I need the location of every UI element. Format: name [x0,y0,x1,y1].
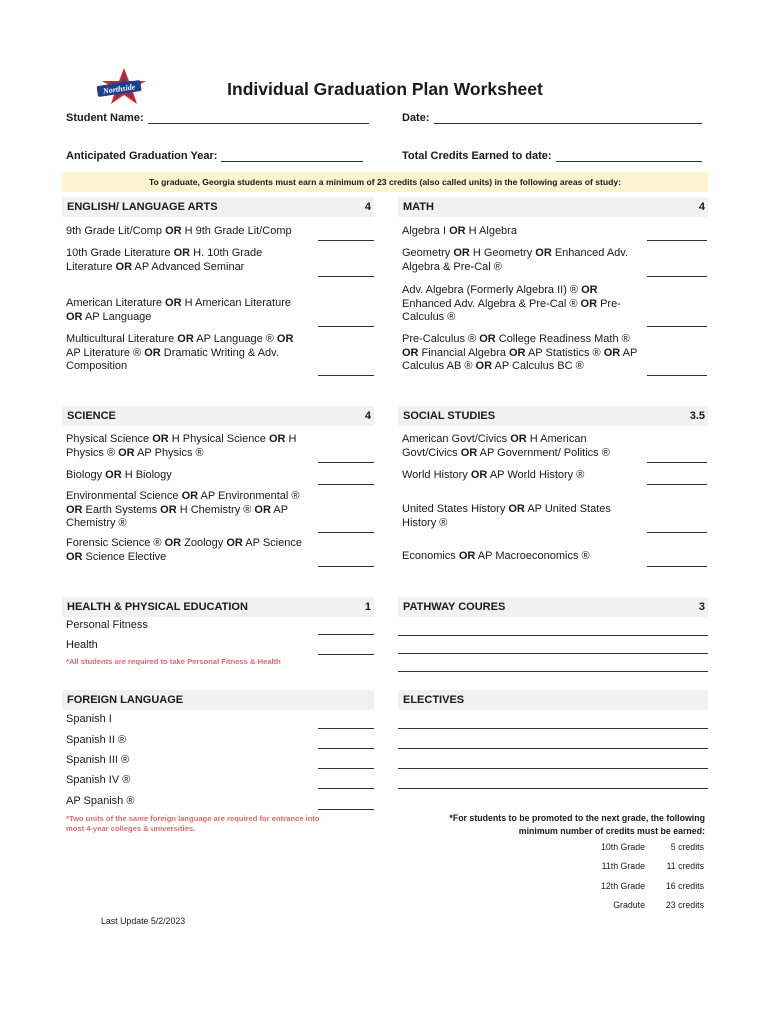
promotion-grade-label: 12th Grade [600,880,645,891]
course-option-english-3: American Literature OR H American Literature OR AP Language [66,297,291,323]
promotion-credits-value: 16 credits [665,880,704,891]
promotion-grade-label: 11th Grade [601,861,645,872]
total-credits-field[interactable] [402,150,702,162]
page-title: Individual Graduation Plan Worksheet [227,79,543,99]
credit-line-social-2[interactable] [647,484,707,485]
course-option-foreign-4: Spanish IV ® [66,774,131,786]
credit-line-foreign-5[interactable] [318,809,374,810]
health-note: *All students are required to take Personal Fitness & Health [66,657,281,666]
elective-line-4[interactable] [398,788,708,789]
section-header-health-pe: HEALTH & PHYSICAL EDUCATION 1 [62,597,374,617]
course-option-science-3: Environmental Science OR AP Environmental ® OR Earth Systems OR H Chemistry ® OR AP Chemistry ® [66,490,300,529]
credit-line-health-1[interactable] [318,634,374,635]
credit-line-english-4[interactable] [318,375,374,376]
section-header-electives: ELECTIVES [398,690,708,710]
credit-line-math-1[interactable] [647,240,707,241]
course-option-math-4: Pre-Calculus ® OR College Readiness Math ® OR Financial Algebra OR AP Statistics ® OR AP Calculus AB ® OR AP Calculus BC ® [402,333,638,372]
credit-line-math-2[interactable] [647,276,707,277]
credit-line-math-3[interactable] [647,326,707,327]
credit-line-science-3[interactable] [318,532,374,533]
course-option-math-2: Geometry OR H Geometry OR Enhanced Adv. Algebra & Pre-Cal ® [402,247,629,273]
credit-line-english-3[interactable] [318,326,374,327]
student-name-field[interactable] [66,112,369,124]
section-header-foreign-language: FOREIGN LANGUAGE [62,690,374,710]
anticipated-graduation-label: Anticipated Graduation Year: [66,150,218,162]
elective-line-1[interactable] [398,728,708,729]
credit-line-science-4[interactable] [318,566,374,567]
credit-line-health-2[interactable] [318,654,374,655]
section-header-science: SCIENCE 4 [62,406,374,426]
course-option-science-1: Physical Science OR H Physical Science OR H Physics ® OR AP Physics ® [66,433,297,459]
credit-line-foreign-3[interactable] [318,768,374,769]
elective-line-2[interactable] [398,748,708,749]
section-header-pathway: PATHWAY COURES 3 [398,597,708,617]
date-field[interactable] [402,112,702,124]
section-header-social-studies: SOCIAL STUDIES 3.5 [398,406,708,426]
course-option-social-3: United States History OR AP United States History ® [402,503,611,529]
course-option-science-2: Biology OR H Biology [66,469,172,481]
credit-line-math-4[interactable] [647,375,707,376]
student-name-label: Student Name: [66,112,144,124]
course-option-social-2: World History OR AP World History ® [402,469,585,481]
course-option-foreign-2: Spanish II ® [66,734,127,746]
course-option-social-1: American Govt/Civics OR H American Govt/Civics OR AP Government/ Politics ® [402,433,610,459]
pathway-course-line-3[interactable] [398,671,708,672]
course-option-english-1: 9th Grade Lit/Comp OR H 9th Grade Lit/Comp [66,225,292,237]
course-option-math-3: Adv. Algebra (Formerly Algebra II) ® OR Enhanced Adv. Algebra & Pre-Cal ® OR Pre-Calculus ® [402,284,621,323]
pathway-course-line-1[interactable] [398,635,708,636]
course-option-foreign-1: Spanish I [66,713,112,725]
requirements-banner: To graduate, Georgia students must earn a minimum of 23 credits (also called units) in the following areas of study: [62,172,708,192]
course-option-math-1: Algebra I OR H Algebra [402,225,517,237]
course-option-health-1: Personal Fitness [66,619,148,631]
course-option-health-2: Health [66,639,98,651]
section-header-math: MATH 4 [398,197,708,217]
credit-line-foreign-1[interactable] [318,728,374,729]
svg-text:Northside: Northside [102,82,136,96]
section-header-english: ENGLISH/ LANGUAGE ARTS 4 [62,197,374,217]
course-option-english-4: Multicultural Literature OR AP Language ® OR AP Literature ® OR Dramatic Writing & Adv. Composition [66,333,294,372]
promotion-grade-label: 10th Grade [600,842,645,852]
promotion-note: *For students to be promoted to the next grade, the following minimum number of credits must be earned: [449,813,705,836]
total-credits-label: Total Credits Earned to date: [402,150,552,162]
credit-line-foreign-2[interactable] [318,748,374,749]
credit-line-social-1[interactable] [647,462,707,463]
anticipated-graduation-field[interactable] [66,150,363,162]
last-update: Last Update 5/2/2023 [101,916,186,926]
promotion-credits-value: 5 credits [670,842,704,852]
credit-line-social-3[interactable] [647,532,707,533]
promotion-grade-label: Gradute [613,899,645,910]
credit-line-social-4[interactable] [647,566,707,567]
pathway-course-line-2[interactable] [398,653,708,654]
credit-line-science-2[interactable] [318,484,374,485]
credit-line-science-1[interactable] [318,462,374,463]
course-option-social-4: Economics OR AP Macroeconomics ® [402,550,590,562]
elective-line-3[interactable] [398,768,708,769]
promotion-credits-value: 11 credits [666,861,704,872]
course-option-foreign-3: Spanish III ® [66,754,130,766]
credit-line-english-1[interactable] [318,240,374,241]
credit-line-foreign-4[interactable] [318,788,374,789]
foreign-language-note: *Two units of the same foreign language are required for entrance into most 4-year colleges & universities. [66,814,320,833]
promotion-credits-value: 23 credits [665,899,704,910]
course-option-foreign-5: AP Spanish ® [66,795,135,807]
date-label: Date: [402,112,430,124]
course-option-english-2: 10th Grade Literature OR H. 10th Grade Literature OR AP Advanced Seminar [66,247,263,273]
credit-line-english-2[interactable] [318,276,374,277]
course-option-science-4: Forensic Science ® OR Zoology OR AP Science OR Science Elective [66,537,302,563]
